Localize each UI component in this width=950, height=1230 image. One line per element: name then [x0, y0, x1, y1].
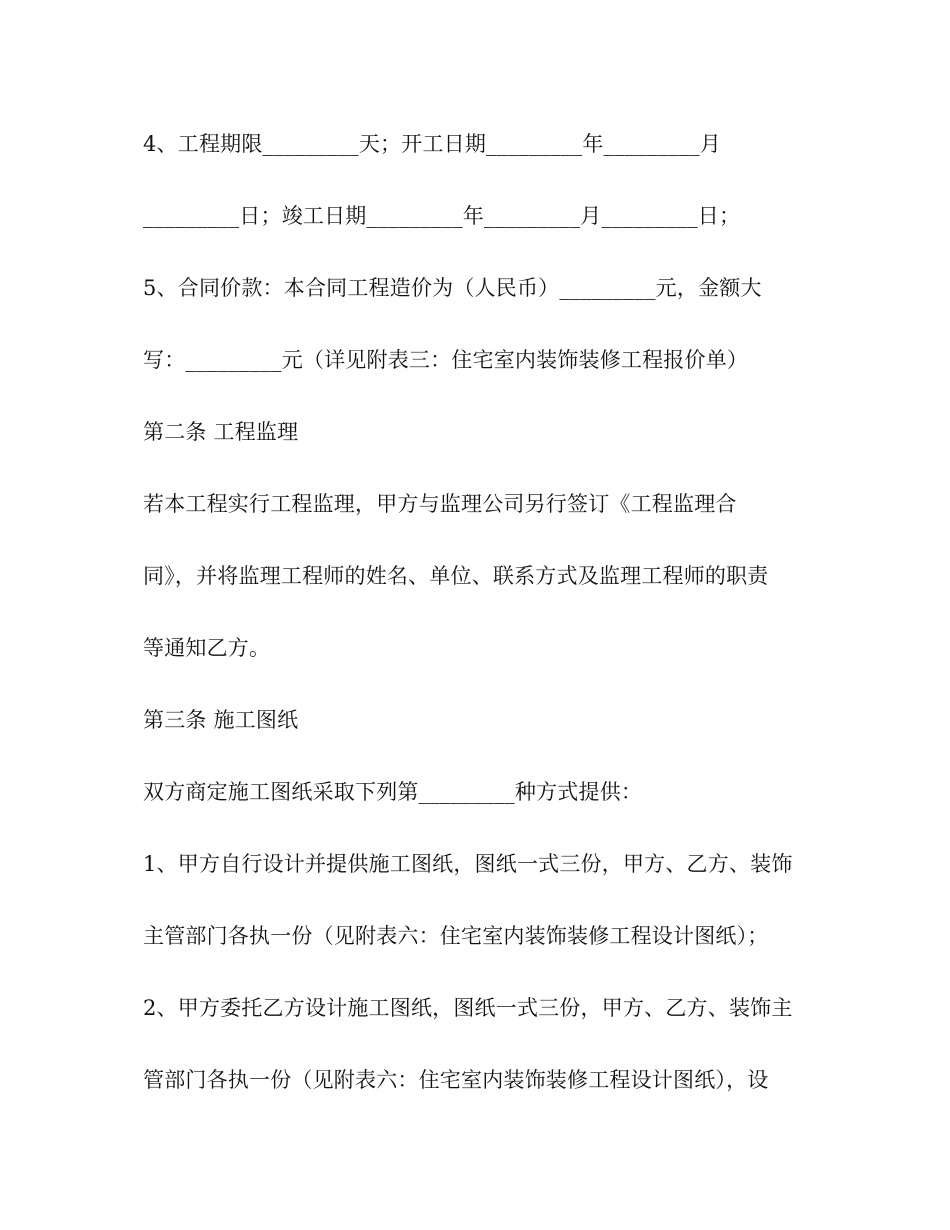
article-3-heading: 第三条 施工图纸: [143, 708, 299, 732]
article-3-option-2-line-1: 2、甲方委托乙方设计施工图纸，图纸一式三份，甲方、乙方、装饰主: [143, 996, 793, 1020]
article-3-option-1-line-1: 1、甲方自行设计并提供施工图纸，图纸一式三份，甲方、乙方、装饰: [143, 852, 793, 876]
article-3-intro: 双方商定施工图纸采取下列第_________种方式提供：: [143, 780, 643, 804]
clause-5-contract-price: 5、合同价款：本合同工程造价为（人民币）_________元，金额大: [143, 276, 762, 300]
article-2-heading: 第二条 工程监理: [143, 420, 299, 444]
article-2-paragraph-line-1: 若本工程实行工程监理，甲方与监理公司另行签订《工程监理合: [143, 492, 737, 516]
clause-5-amount-in-words: 写：_________元（详见附表三：住宅室内装饰装修工程报价单）: [143, 348, 749, 372]
article-3-option-1-line-2: 主管部门各执一份（见附表六：住宅室内装饰装修工程设计图纸）；: [143, 924, 769, 948]
clause-4-completion-date: _________日；竣工日期_________年_________月_________日；: [143, 204, 741, 228]
clause-4-project-duration: 4、工程期限_________天；开工日期_________年_________月: [143, 132, 722, 156]
article-2-paragraph-line-2: 同》，并将监理工程师的姓名、单位、联系方式及监理工程师的职责: [143, 564, 769, 588]
article-2-paragraph-line-3: 等通知乙方。: [143, 636, 271, 660]
article-3-option-2-line-2: 管部门各执一份（见附表六：住宅室内装饰装修工程设计图纸），设: [143, 1068, 769, 1092]
